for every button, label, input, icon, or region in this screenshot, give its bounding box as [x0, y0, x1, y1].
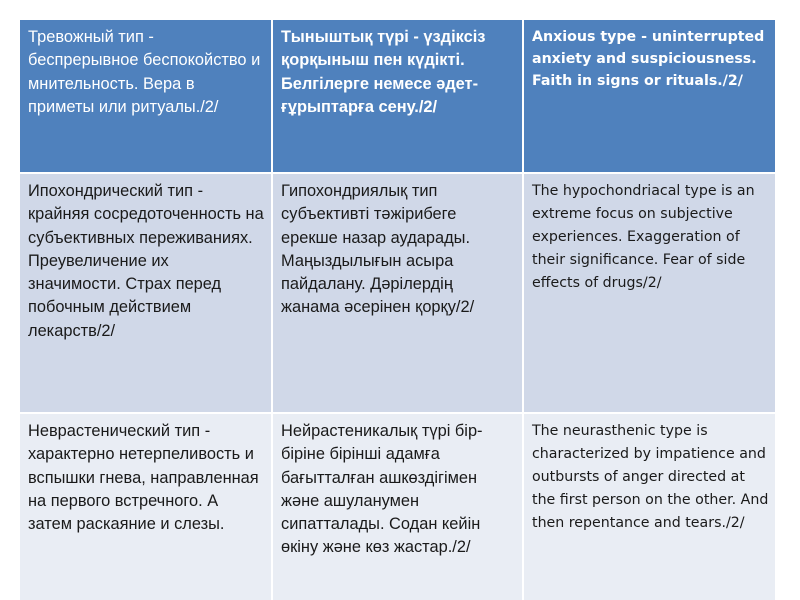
table-row	[20, 413, 775, 600]
header-text-russian: Тревожный тип - беспрерывное беспокойство и мнительность. Вера в приметы или ритуалы./2/	[28, 28, 261, 116]
header-cell-russian	[20, 20, 272, 173]
row-text-kazakh: Нейрастеникалық түрі бір-біріне бірінші адамға бағытталған ашкөздігімен және ашуланумен сипатталады. Содан кейін өкіну және көз жастар./2/	[281, 422, 483, 557]
cell-russian	[20, 413, 272, 600]
header-text-kazakh: Тыныштық түрі - үздіксіз қорқыныш пен күдікті. Белгілерге немесе әдет-ғұрыптарға сену./2/	[281, 28, 486, 116]
cell-kazakh	[272, 413, 523, 600]
header-text-english: Anxious type - uninterrupted anxiety and suspiciousness. Faith in signs or rituals./2/	[532, 29, 765, 89]
cell-english	[523, 173, 775, 413]
cell-english	[523, 413, 775, 600]
cell-kazakh	[272, 173, 523, 413]
row-text-kazakh: Гипохондриялық тип субъективті тәжірибеге ерекше назар аударады. Маңыздылығын асыра пайдалану. Дәрілердің жанама әсерінен қорқу/2/	[281, 182, 475, 317]
table-row	[20, 173, 775, 413]
row-text-english: The hypochondriacal type is an extreme focus on subjective experiences. Exaggeration of their significance. Fear of side effects of drugs/2/	[532, 183, 755, 291]
cell-russian	[20, 173, 272, 413]
row-text-russian: Ипохондрический тип - крайняя сосредоточенность на субъективных переживаниях. Преувеличение их значимости. Страх перед побочным действием лекарств/2/	[28, 182, 264, 340]
header-cell-kazakh	[272, 20, 523, 173]
row-text-english: The neurasthenic type is characterized by impatience and outbursts of anger directed at the first person on the other. And then repentance and tears./2/	[532, 423, 769, 531]
table-header-row	[20, 20, 775, 173]
header-cell-english	[523, 20, 775, 173]
row-text-russian: Неврастенический тип - характерно нетерпеливость и вспышки гнева, направленная на первого встречного. А затем раскаяние и слезы.	[28, 422, 259, 534]
personality-types-table	[20, 20, 775, 600]
